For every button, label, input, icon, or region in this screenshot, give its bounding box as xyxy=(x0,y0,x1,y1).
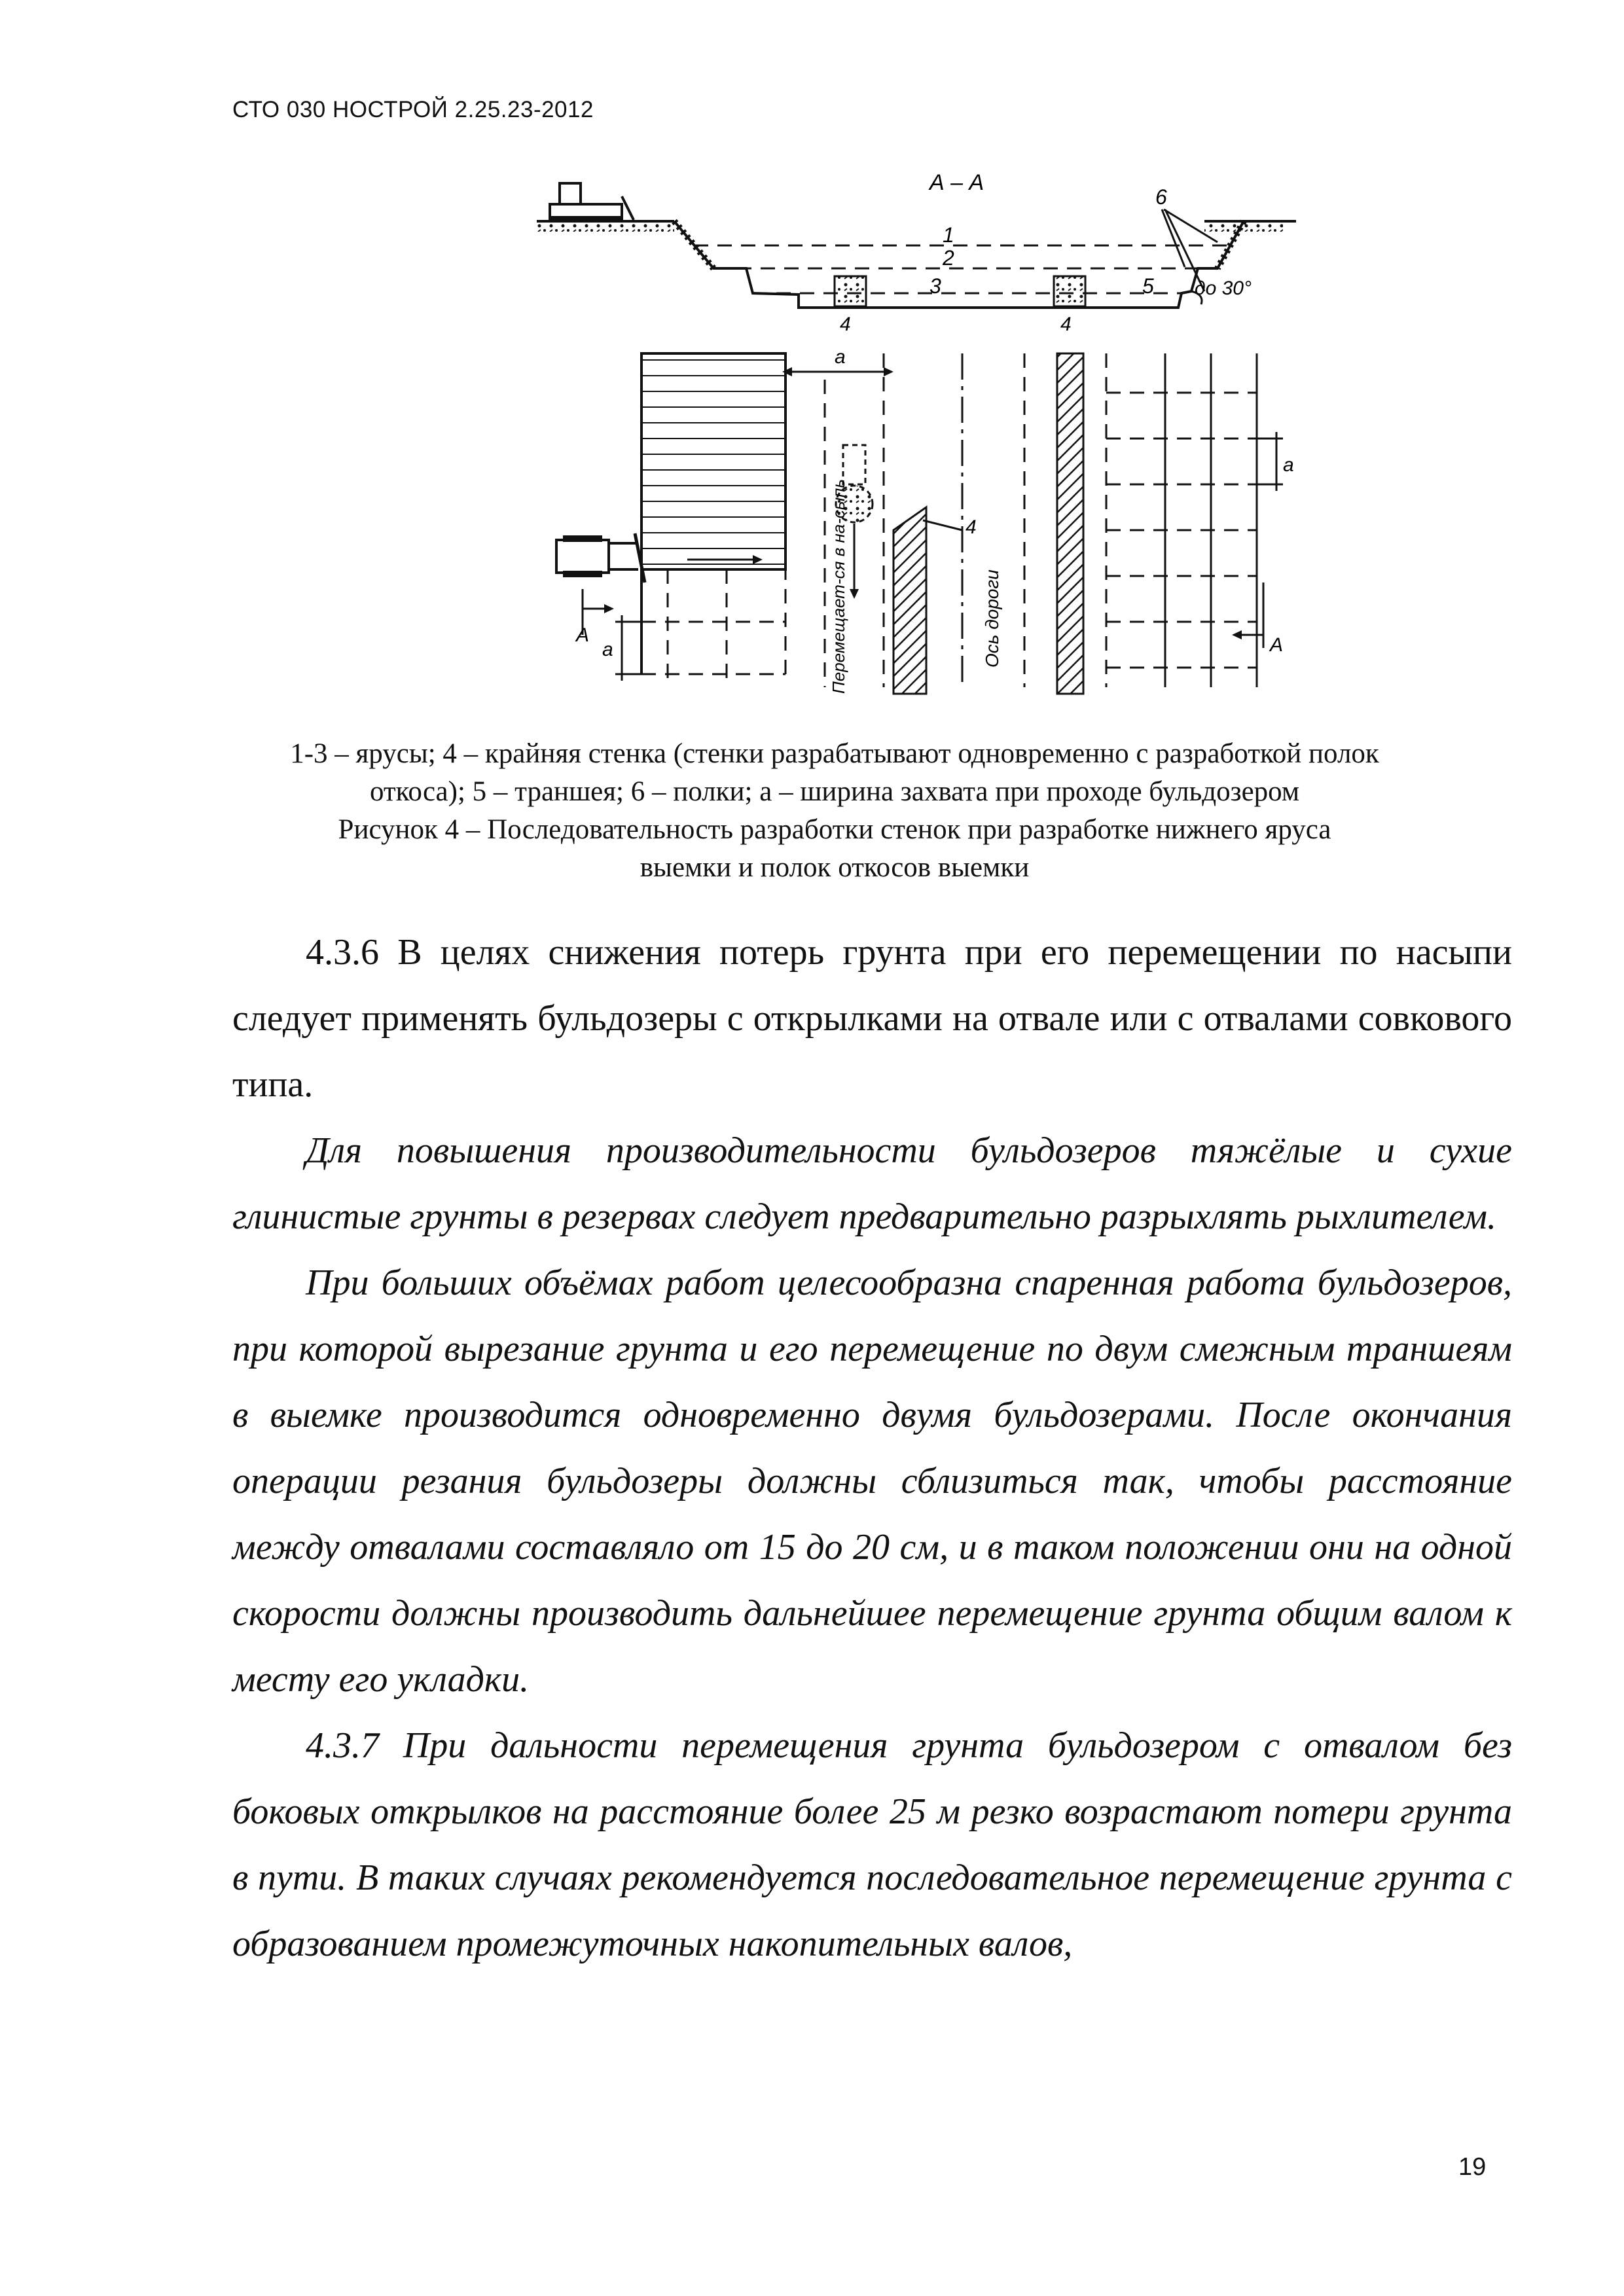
caption-legend-line-1: 1-3 – ярусы; 4 – крайняя стенка (стенки разрабатывают одновременно с разработкой полок xyxy=(290,738,1379,769)
wall-label-plan: 4 xyxy=(965,516,977,538)
section-label: А – А xyxy=(929,170,984,195)
trench-label: 5 xyxy=(1142,274,1154,298)
shelf-label: 6 xyxy=(1155,185,1167,209)
paragraph-paired-work: При больших объёмах работ целесообразна спаренная работа бульдозеров, при которой вырезание грунта и его перемещение по двум смежным траншеям в выемке производится одновременно двумя бульдозерами. После окончания операции резания бульдозеры должны сблизиться так, чтобы расстояние между отвалами составляло от 15 до 20 см, и в таком положении они на одной скорости должны производить дальнейшее перемещение грунта общим валом к месту его укладки. xyxy=(232,1263,1512,1700)
width-label-left: a xyxy=(602,639,613,660)
paragraph-4-3-6: 4.3.6 В целях снижения потерь грунта при его перемещении по насыпи следует применять бульдозеры с открылками на отвале или с отвалами совкового типа. xyxy=(232,932,1512,1105)
paragraph-4-3-7: 4.3.7 При дальности перемещения грунта бульдозером с отвалом без боковых открылков на расстояние более 25 м резко возрастают потери грунта в пути. В таких случаях рекомендуется последовательное перемещение грунта с образованием промежуточных накопительных валов, xyxy=(232,1725,1512,1964)
body-text xyxy=(232,920,1512,1977)
section-cut-label-left: А xyxy=(576,624,590,646)
wall-label-left: 4 xyxy=(840,314,851,335)
paragraph-productivity: Для повышения производительности бульдозеров тяжёлые и сухие глинистые грунты в резервах следует предварительно разрыхлять рыхлителем. xyxy=(232,1130,1512,1237)
caption-legend-line-2: откоса); 5 – траншея; 6 – полки; а – ширина захвата при проходе бульдозером xyxy=(369,776,1300,807)
document-header: СТО 030 НОСТРОЙ 2.25.23-2012 xyxy=(232,97,594,122)
move-label: Перемещает-ся в на-сыпь xyxy=(829,478,848,694)
width-label-top: a xyxy=(835,346,846,368)
slope-label: до 30° xyxy=(1195,278,1252,299)
tier-2-label: 2 xyxy=(943,246,954,270)
bulldozer-plan-icon xyxy=(556,533,645,583)
bulldozer-icon xyxy=(550,183,634,223)
width-label-right: a xyxy=(1283,454,1294,476)
caption-title-line-1: Рисунок 4 – Последовательность разработки стенок при разработке нижнего яруса xyxy=(338,814,1331,845)
tier-1-label: 1 xyxy=(943,223,954,247)
wall-label-right: 4 xyxy=(1060,314,1072,335)
tier-3-label: 3 xyxy=(929,274,941,298)
caption-title-line-2: выемки и полок откосов выемки xyxy=(640,852,1030,883)
page-number: 19 xyxy=(1458,2153,1487,2181)
figure-4-diagram xyxy=(537,164,1296,707)
road-axis-label: Ось дороги xyxy=(982,569,1002,668)
plan-view xyxy=(556,346,1294,694)
cross-section xyxy=(537,170,1296,335)
section-cut-label-right: А xyxy=(1270,634,1284,656)
figure-caption xyxy=(196,735,1473,887)
